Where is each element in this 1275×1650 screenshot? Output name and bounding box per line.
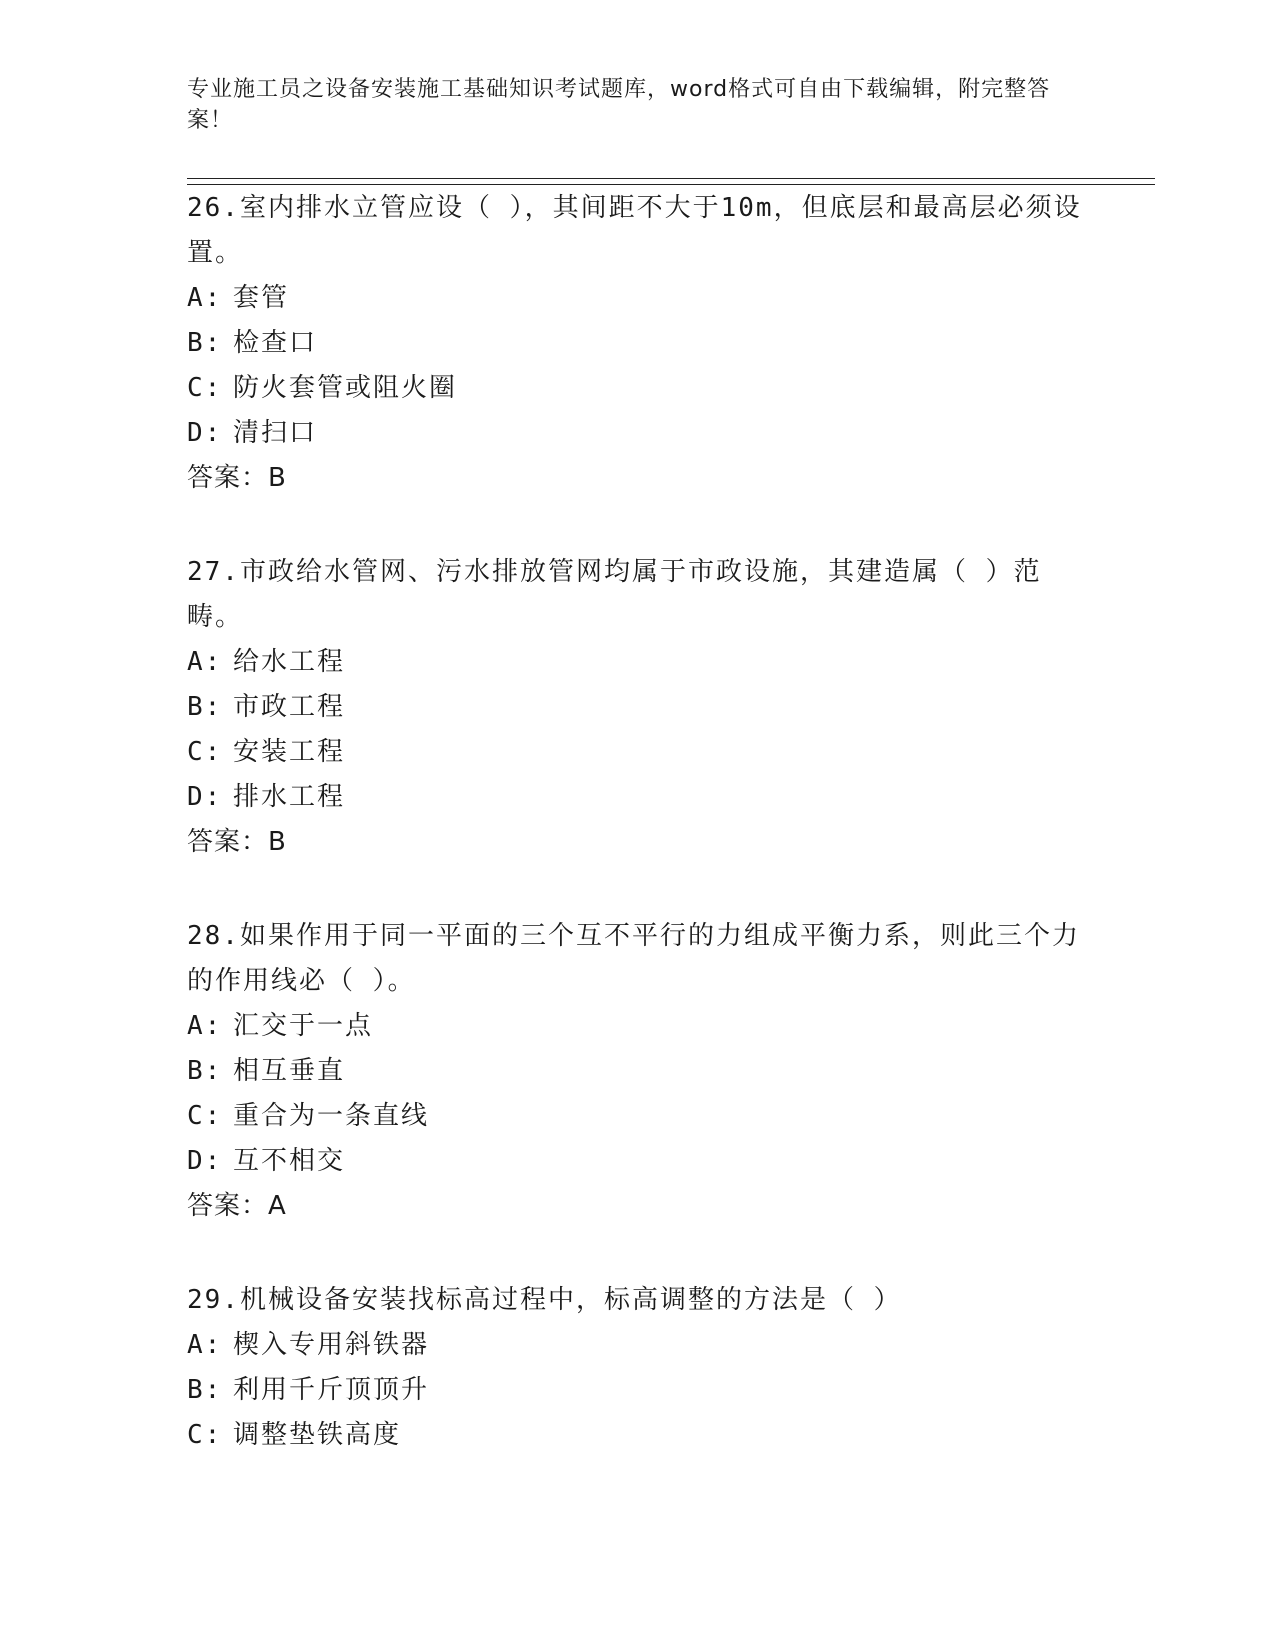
option-text: 检查口 bbox=[233, 328, 318, 358]
option-letter: D: bbox=[187, 782, 223, 812]
question-text: 28.如果作用于同一平面的三个互不平行的力组成平衡力系，则此三个力的作用线必（ ）。 bbox=[187, 921, 1080, 996]
option-letter: D: bbox=[187, 418, 223, 448]
option-text: 互不相交 bbox=[233, 1146, 346, 1176]
option-letter: D: bbox=[187, 1146, 223, 1176]
option-c bbox=[187, 1094, 1087, 1139]
option-letter: C: bbox=[187, 737, 223, 767]
option-d bbox=[187, 1139, 1087, 1184]
option-text: 排水工程 bbox=[233, 782, 346, 812]
option-letter: C: bbox=[187, 373, 223, 403]
option-text: 市政工程 bbox=[233, 692, 346, 722]
option-c bbox=[187, 1413, 1087, 1458]
option-c bbox=[187, 730, 1087, 775]
option-text: 给水工程 bbox=[233, 647, 346, 677]
answer-line: 答案：A bbox=[187, 1191, 287, 1221]
option-a bbox=[187, 276, 1087, 321]
option-letter: A: bbox=[187, 283, 223, 313]
option-c bbox=[187, 366, 1087, 411]
question-28 bbox=[187, 914, 1087, 1229]
option-text: 汇交于一点 bbox=[233, 1011, 374, 1041]
option-text: 重合为一条直线 bbox=[233, 1101, 430, 1131]
document-header: 专业施工员之设备安装施工基础知识考试题库，word格式可自由下载编辑，附完整答案！ bbox=[187, 77, 1051, 133]
option-letter: C: bbox=[187, 1420, 223, 1450]
option-b bbox=[187, 1049, 1087, 1094]
option-text: 安装工程 bbox=[233, 737, 346, 767]
option-letter: A: bbox=[187, 647, 223, 677]
question-text: 26.室内排水立管应设（ ），其间距不大于10m，但底层和最高层必须设置。 bbox=[187, 193, 1082, 268]
option-letter: B: bbox=[187, 692, 223, 722]
question-27 bbox=[187, 550, 1087, 865]
option-text: 楔入专用斜铁器 bbox=[233, 1330, 430, 1360]
option-text: 调整垫铁高度 bbox=[233, 1420, 402, 1450]
option-d bbox=[187, 775, 1087, 820]
answer-line: 答案：B bbox=[187, 827, 287, 857]
header-divider-top bbox=[187, 178, 1155, 179]
option-b bbox=[187, 1368, 1087, 1413]
option-text: 相互垂直 bbox=[233, 1056, 346, 1086]
header-divider-bottom bbox=[187, 184, 1155, 185]
question-29 bbox=[187, 1278, 1087, 1458]
option-letter: C: bbox=[187, 1101, 223, 1131]
question-26 bbox=[187, 186, 1087, 501]
option-b bbox=[187, 321, 1087, 366]
answer-line: 答案：B bbox=[187, 463, 287, 493]
option-letter: A: bbox=[187, 1011, 223, 1041]
option-letter: B: bbox=[187, 1375, 223, 1405]
question-text: 29.机械设备安装找标高过程中，标高调整的方法是（ ） bbox=[187, 1285, 902, 1315]
option-text: 清扫口 bbox=[233, 418, 318, 448]
option-letter: A: bbox=[187, 1330, 223, 1360]
option-a bbox=[187, 1323, 1087, 1368]
option-a bbox=[187, 640, 1087, 685]
option-letter: B: bbox=[187, 1056, 223, 1086]
option-text: 利用千斤顶顶升 bbox=[233, 1375, 430, 1405]
option-letter: B: bbox=[187, 328, 223, 358]
option-text: 防火套管或阻火圈 bbox=[233, 373, 458, 403]
question-text: 27.市政给水管网、污水排放管网均属于市政设施，其建造属（ ）范畴。 bbox=[187, 557, 1042, 632]
option-a bbox=[187, 1004, 1087, 1049]
option-b bbox=[187, 685, 1087, 730]
option-text: 套管 bbox=[233, 283, 290, 313]
option-d bbox=[187, 411, 1087, 456]
